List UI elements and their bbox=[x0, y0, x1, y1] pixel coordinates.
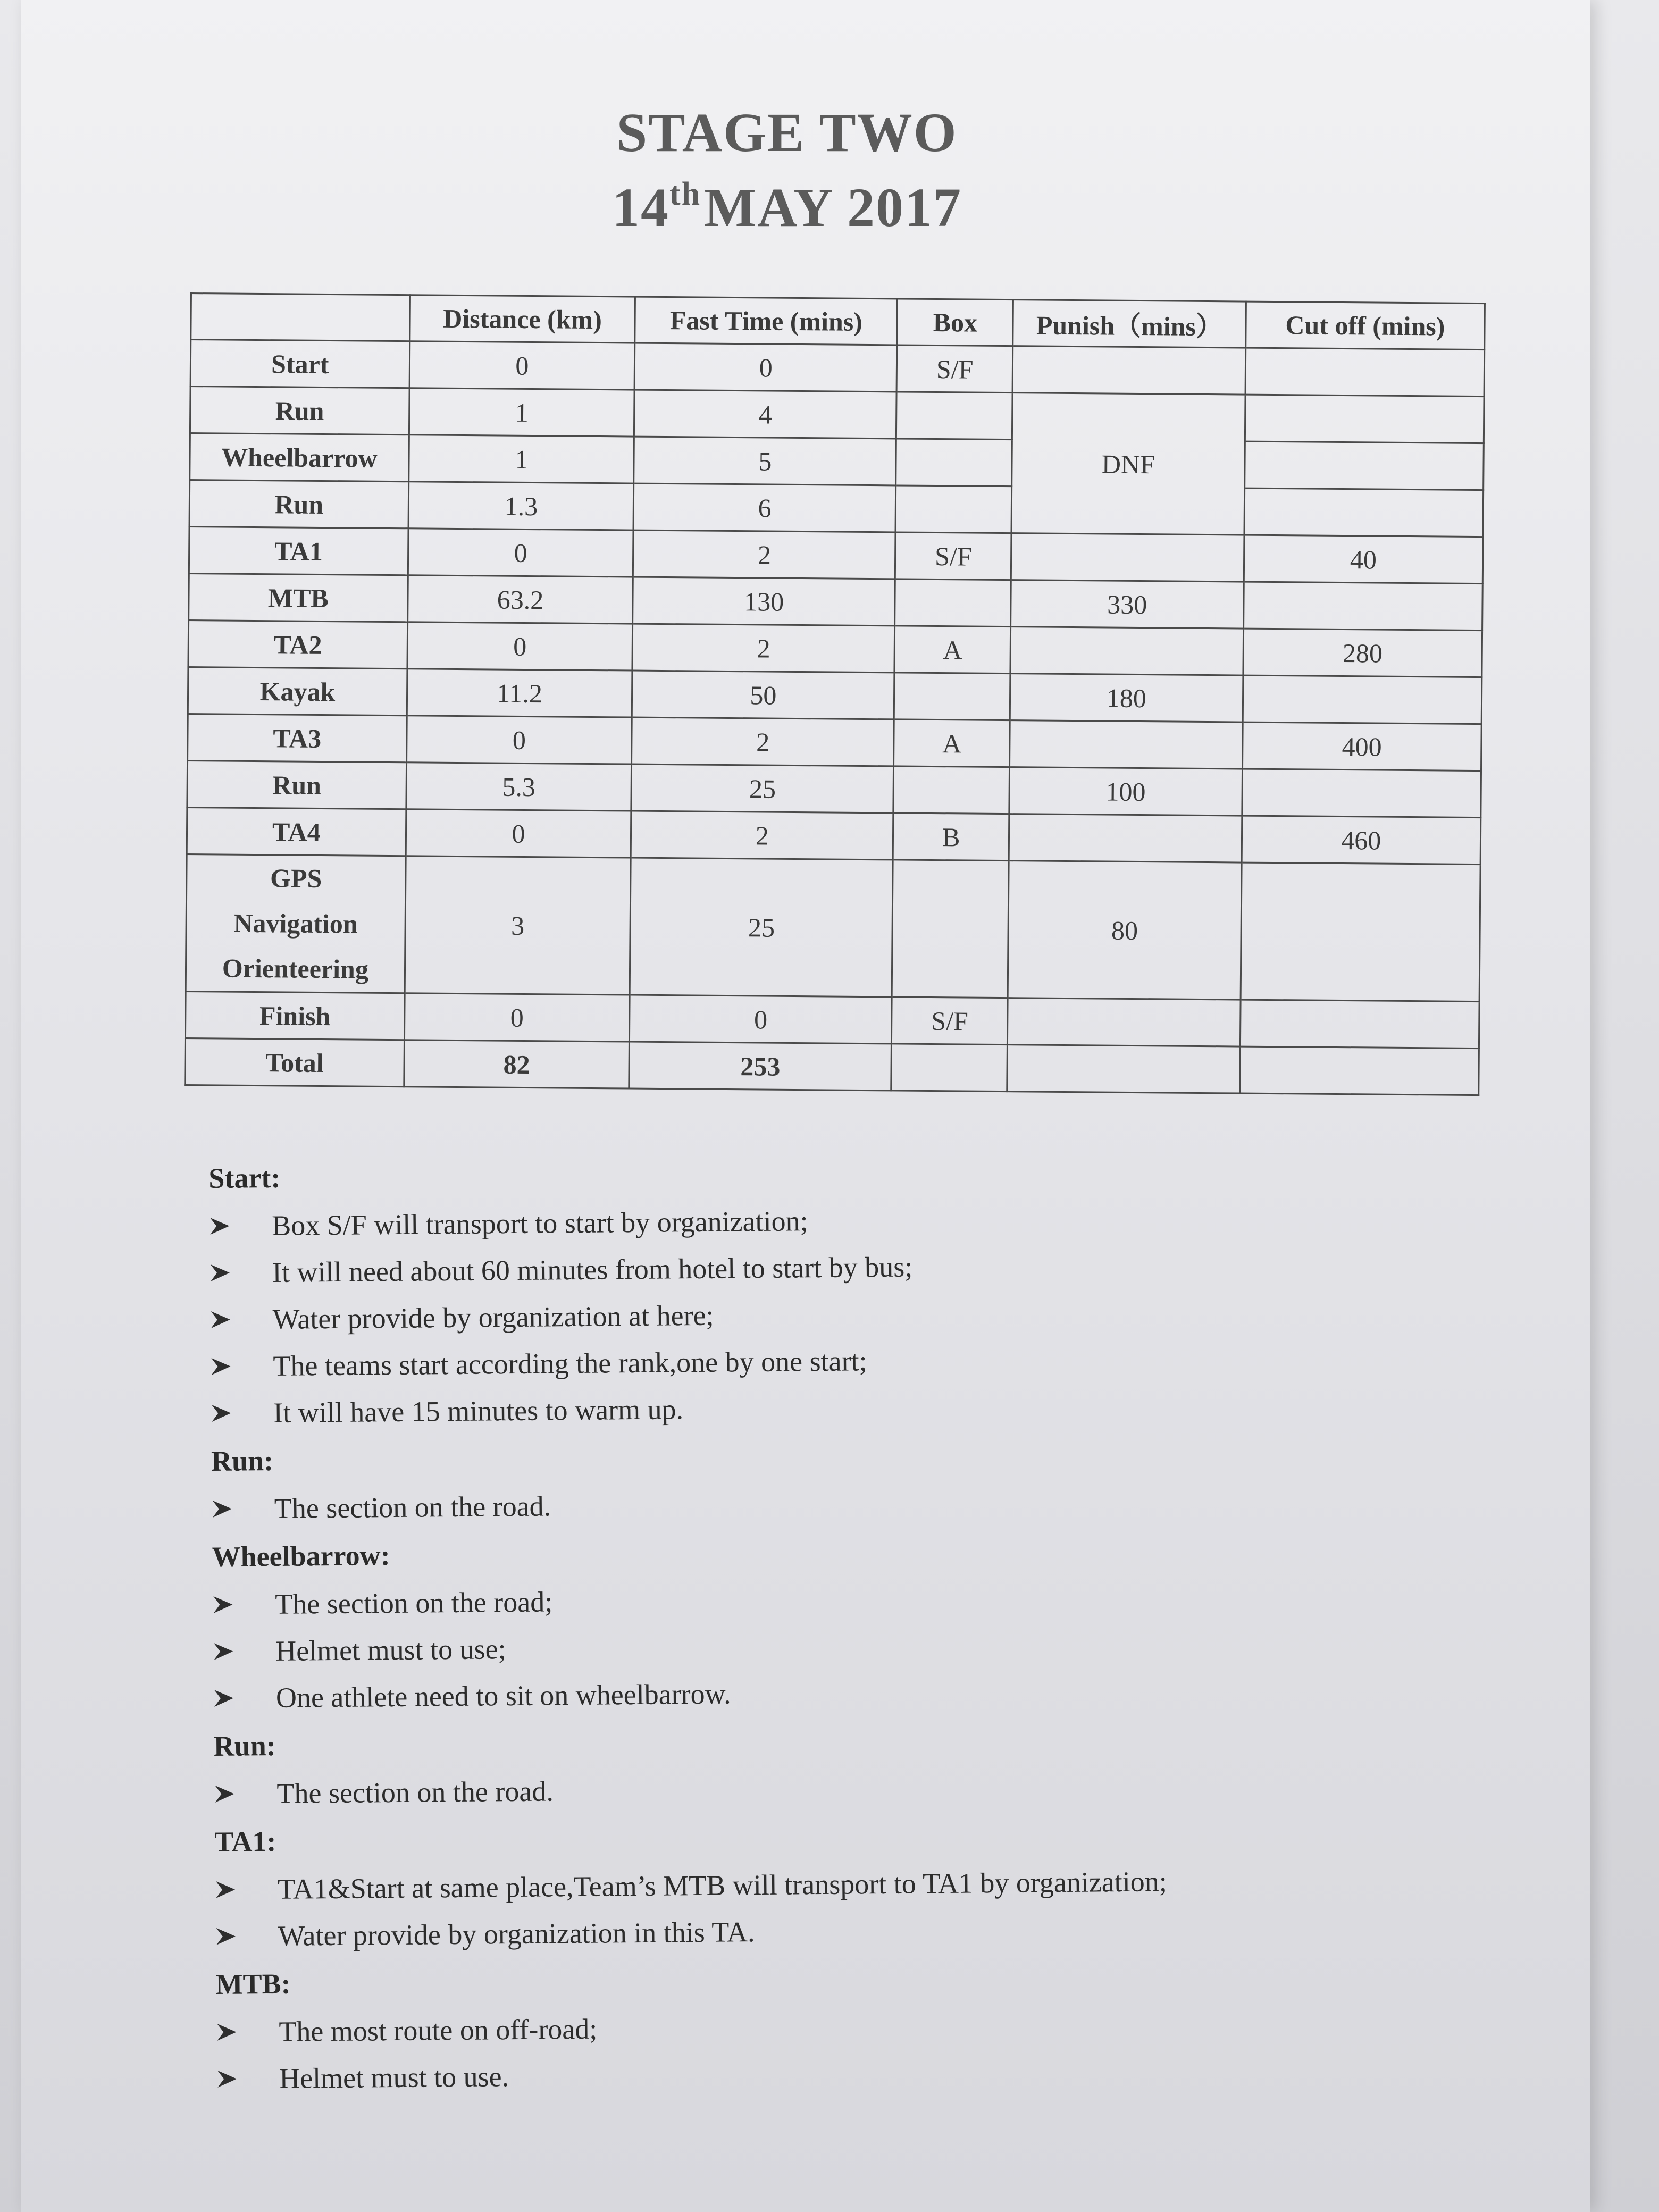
punish-cell-dnf: DNF bbox=[1011, 393, 1245, 535]
header-fast-time: Fast Time (mins) bbox=[635, 297, 898, 345]
note-text: The most route on off-road; bbox=[279, 2013, 598, 2048]
notes-section-title: TA1: bbox=[214, 1825, 276, 1858]
cutoff-cell bbox=[1242, 769, 1481, 818]
header-punish: Punish（mins） bbox=[1013, 300, 1246, 348]
arrow-bullet-icon bbox=[213, 1689, 234, 1708]
time-cell: 25 bbox=[631, 764, 894, 813]
note-text: Helmet must to use; bbox=[275, 1633, 506, 1667]
total-distance: 82 bbox=[404, 1040, 630, 1088]
note-text: The section on the road. bbox=[274, 1490, 551, 1524]
leg-name-line: GPS bbox=[270, 863, 322, 893]
arrow-bullet-icon bbox=[215, 1927, 237, 1946]
distance-cell: 0 bbox=[406, 716, 632, 764]
cutoff-cell bbox=[1244, 488, 1484, 537]
notes-section-title: Wheelbarrow: bbox=[212, 1539, 390, 1573]
distance-cell: 3 bbox=[405, 856, 631, 995]
stage-title: STAGE TWO bbox=[616, 102, 958, 163]
box-cell bbox=[896, 439, 1012, 487]
time-cell: 130 bbox=[633, 577, 895, 626]
leg-name: Wheelbarrow bbox=[190, 433, 409, 482]
punish-cell: 330 bbox=[1011, 580, 1244, 629]
cutoff-cell: 400 bbox=[1242, 722, 1481, 771]
leg-name: TA2 bbox=[188, 620, 407, 668]
box-cell bbox=[893, 766, 1009, 814]
distance-cell: 1.3 bbox=[408, 482, 634, 530]
note-text: TA1&Start at same place,Team’s MTB will transport to TA1 by organization; bbox=[277, 1865, 1168, 1905]
punish-cell: 80 bbox=[1008, 861, 1241, 1000]
box-cell bbox=[895, 579, 1011, 627]
punish-cell bbox=[1010, 720, 1243, 769]
note-text: Helmet must to use. bbox=[279, 2060, 509, 2094]
note-text: Water provide by organization in this TA. bbox=[278, 1916, 755, 1952]
note-text: One athlete need to sit on wheelbarrow. bbox=[275, 1678, 731, 1714]
arrow-bullet-icon bbox=[210, 1263, 231, 1283]
arrow-bullet-icon bbox=[215, 1880, 236, 1899]
arrow-bullet-icon bbox=[212, 1595, 233, 1614]
leg-name: Start bbox=[190, 340, 409, 388]
distance-cell: 0 bbox=[404, 993, 630, 1042]
cutoff-cell bbox=[1244, 441, 1484, 490]
time-cell: 2 bbox=[631, 811, 893, 860]
box-cell bbox=[895, 485, 1011, 533]
leg-name: Run bbox=[189, 480, 408, 529]
box-cell bbox=[894, 673, 1010, 720]
distance-cell: 1 bbox=[409, 388, 634, 437]
punish-cell bbox=[1008, 998, 1241, 1046]
leg-name-line: Orienteering bbox=[222, 953, 369, 984]
time-cell: 0 bbox=[634, 343, 897, 392]
box-cell: S/F bbox=[892, 997, 1008, 1045]
cutoff-cell bbox=[1243, 675, 1482, 724]
time-cell: 2 bbox=[632, 717, 894, 766]
time-cell: 50 bbox=[632, 671, 894, 719]
punish-cell bbox=[1011, 533, 1244, 582]
punish-cell bbox=[1009, 814, 1242, 862]
distance-cell: 0 bbox=[406, 809, 631, 858]
table-row bbox=[186, 854, 1480, 1001]
leg-name: TA1 bbox=[189, 526, 408, 575]
note-text: It will need about 60 minutes from hotel to start by bus; bbox=[272, 1251, 913, 1288]
punish-cell bbox=[1012, 346, 1245, 395]
arrow-bullet-icon bbox=[211, 1404, 232, 1423]
box-cell: S/F bbox=[896, 345, 1012, 393]
leg-name: Run bbox=[187, 760, 406, 809]
date-rest: MAY 2017 bbox=[704, 177, 962, 238]
notes-section-title: Run: bbox=[211, 1444, 274, 1477]
time-cell: 6 bbox=[633, 483, 896, 532]
distance-cell: 0 bbox=[407, 622, 633, 671]
date-day: 14 bbox=[611, 177, 669, 238]
distance-cell: 5.3 bbox=[406, 763, 632, 811]
distance-cell: 63.2 bbox=[407, 575, 633, 624]
leg-name: Finish bbox=[185, 991, 404, 1040]
arrow-bullet-icon bbox=[209, 1217, 230, 1236]
header-distance: Distance (km) bbox=[410, 295, 635, 343]
punish-cell bbox=[1007, 1045, 1240, 1093]
cutoff-cell: 40 bbox=[1244, 535, 1483, 584]
leg-name: Kayak bbox=[188, 667, 407, 715]
punish-cell: 180 bbox=[1010, 674, 1243, 722]
header-box: Box bbox=[897, 299, 1013, 346]
box-cell: B bbox=[893, 813, 1009, 861]
distance-cell: 0 bbox=[408, 529, 633, 577]
box-cell bbox=[891, 1044, 1007, 1092]
note-text: Box S/F will transport to start by organization; bbox=[271, 1205, 808, 1242]
time-cell: 2 bbox=[633, 530, 896, 579]
cutoff-cell bbox=[1240, 1000, 1479, 1049]
leg-name: TA3 bbox=[188, 714, 407, 762]
box-cell bbox=[896, 392, 1012, 440]
arrow-bullet-icon bbox=[216, 2023, 237, 2042]
arrow-bullet-icon bbox=[210, 1357, 231, 1376]
leg-name: Run bbox=[190, 387, 409, 435]
cutoff-cell bbox=[1239, 1046, 1479, 1095]
note-text: Water provide by organization at here; bbox=[272, 1299, 714, 1335]
box-cell bbox=[892, 860, 1009, 998]
time-cell: 5 bbox=[634, 437, 896, 485]
note-text: The teams start according the rank,one by one start; bbox=[273, 1345, 867, 1382]
leg-name: TA4 bbox=[187, 807, 406, 856]
date-suffix: th bbox=[669, 176, 701, 212]
arrow-bullet-icon bbox=[210, 1310, 231, 1329]
total-time: 253 bbox=[629, 1042, 892, 1091]
note-text: The section on the road; bbox=[275, 1586, 553, 1620]
cutoff-cell: 280 bbox=[1243, 629, 1482, 677]
cutoff-cell: 460 bbox=[1242, 816, 1481, 865]
arrow-bullet-icon bbox=[216, 2069, 238, 2089]
arrow-bullet-icon bbox=[214, 1784, 235, 1804]
box-cell: A bbox=[894, 626, 1010, 674]
punish-cell bbox=[1010, 627, 1243, 675]
leg-name-line: Navigation bbox=[233, 908, 358, 939]
notes-section-title: MTB: bbox=[215, 1967, 291, 2000]
cutoff-cell bbox=[1245, 348, 1485, 397]
total-label: Total bbox=[185, 1038, 404, 1086]
header-cutoff: Cut off (mins) bbox=[1245, 301, 1485, 350]
distance-cell: 0 bbox=[409, 341, 635, 390]
note-text: It will have 15 minutes to warm up. bbox=[273, 1393, 684, 1429]
leg-name: MTB bbox=[189, 573, 408, 622]
cutoff-cell bbox=[1241, 862, 1480, 1002]
notes-section-title: Run: bbox=[213, 1729, 276, 1762]
distance-cell: 11.2 bbox=[407, 669, 632, 717]
stage-notes bbox=[208, 1142, 1546, 2102]
stage-table bbox=[184, 292, 1486, 1096]
box-cell: A bbox=[894, 719, 1010, 767]
time-cell: 0 bbox=[630, 995, 892, 1044]
note-text: The section on the road. bbox=[276, 1775, 554, 1809]
header-cell-blank bbox=[191, 294, 410, 341]
box-cell: S/F bbox=[895, 532, 1011, 580]
stage-date bbox=[0, 175, 1574, 239]
distance-cell: 1 bbox=[408, 435, 634, 483]
cutoff-cell bbox=[1243, 582, 1482, 631]
punish-cell: 100 bbox=[1009, 767, 1242, 816]
time-cell: 2 bbox=[632, 624, 895, 673]
cutoff-cell bbox=[1245, 395, 1484, 443]
leg-name bbox=[186, 854, 406, 993]
arrow-bullet-icon bbox=[212, 1499, 233, 1519]
notes-section-title: Start: bbox=[208, 1161, 281, 1194]
time-cell: 4 bbox=[634, 390, 897, 439]
arrow-bullet-icon bbox=[213, 1642, 234, 1661]
table-total-row bbox=[185, 1038, 1479, 1095]
time-cell: 25 bbox=[630, 858, 893, 997]
